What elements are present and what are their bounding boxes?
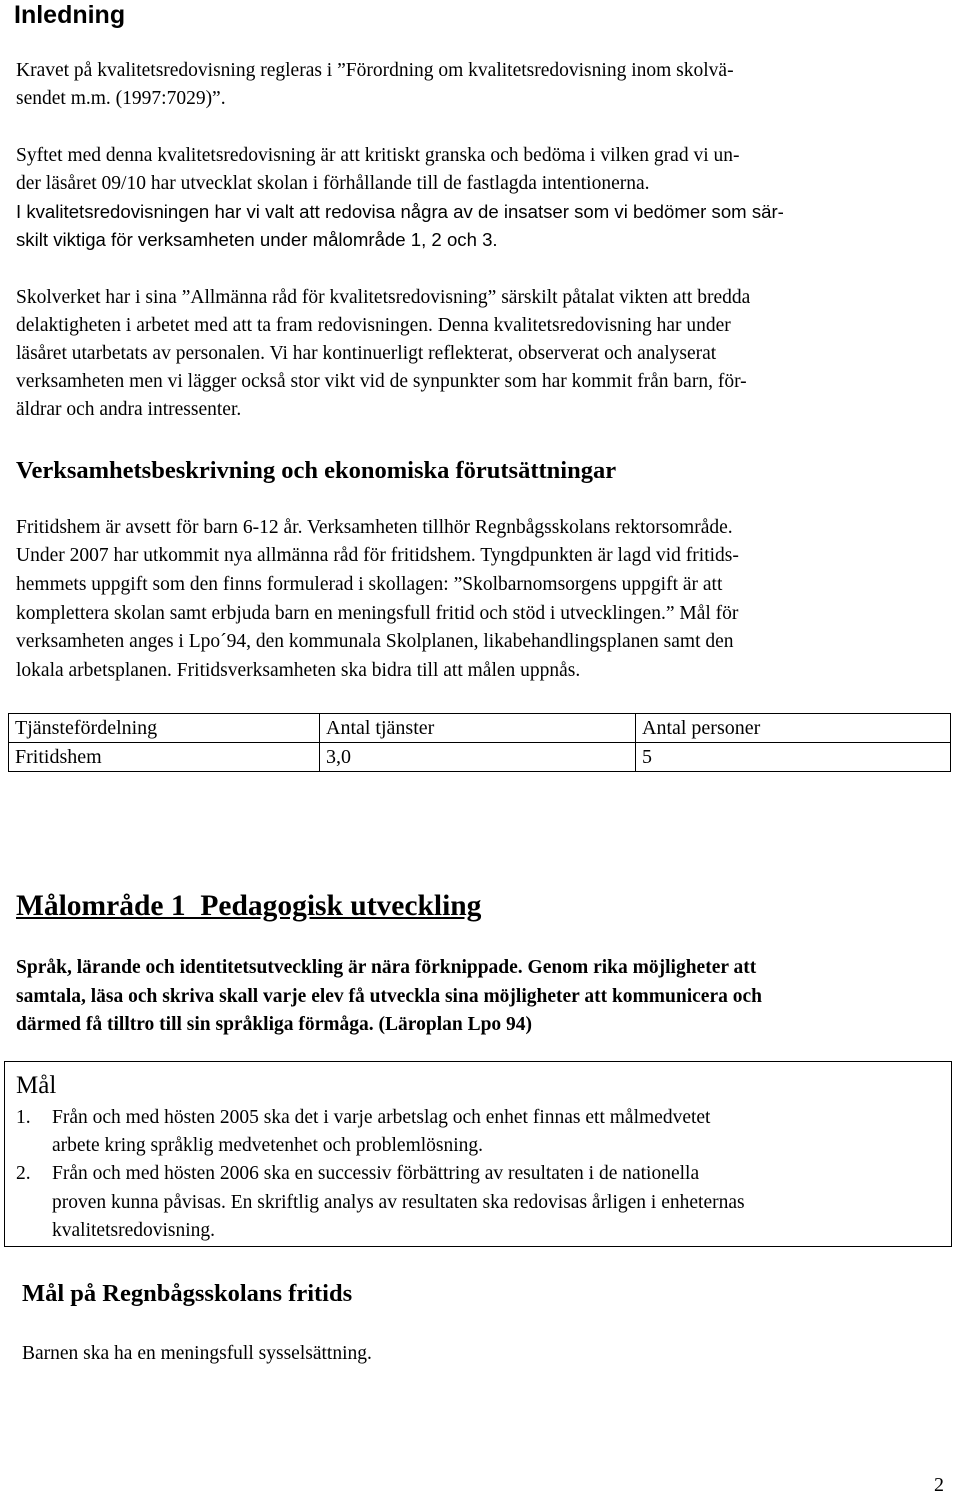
table-cell: 3,0 bbox=[320, 743, 636, 772]
lead-line2: samtala, läsa och skriva skall varje elev få utveckla sina möjligheter att kommunicera och bbox=[16, 986, 762, 1007]
intro-p2-line1: Syftet med denna kvalitetsredovisning är att kritiskt granska och bedöma i vilken grad vi un- bbox=[16, 145, 740, 166]
fritids-text: Barnen ska ha en meningsfull sysselsättning. bbox=[22, 1343, 372, 1364]
table-cell: Fritidshem bbox=[9, 743, 320, 772]
table-header-row bbox=[9, 714, 951, 743]
table-row bbox=[9, 743, 951, 772]
intro-p1-line1: Kravet på kvalitetsredovisning regleras i ”Förordning om kvalitetsredovisning inom skolvä- bbox=[16, 60, 734, 81]
mal-item1-line1: Från och med hösten 2005 ska det i varje arbetslag och enhet finnas ett målmedvetet bbox=[52, 1107, 711, 1128]
heading-verksamhetsbeskrivning: Verksamhetsbeskrivning och ekonomiska förutsättningar bbox=[16, 457, 617, 484]
heading-fritids: Mål på Regnbågsskolans fritids bbox=[22, 1280, 353, 1307]
intro-p3-line3: läsåret utarbetats av personalen. Vi har kontinuerligt reflekterat, observerat och analyserat bbox=[16, 343, 717, 364]
intro-p3-line4: verksamheten men vi lägger också stor vikt vid de synpunkter som har kommit från barn, för- bbox=[16, 371, 747, 392]
intro-p2-line3: I kvalitetsredovisningen har vi valt att redovisa några av de insatser som vi bedömer som sär- bbox=[16, 201, 784, 222]
verksamhet-line4: komplettera skolan samt erbjuda barn en meningsfull fritid och stöd i utvecklingen.” Mål för bbox=[16, 603, 739, 624]
mal-item2-line2: proven kunna påvisas. En skriftlig analys av resultaten ska redovisas årligen i enheternas bbox=[52, 1192, 745, 1213]
intro-p3-line2: delaktigheten i arbetet med att ta fram redovisningen. Denna kvalitetsredovisning har under bbox=[16, 315, 731, 336]
heading-inledning: Inledning bbox=[14, 1, 126, 29]
intro-p3-line5: äldrar och andra intressenter. bbox=[16, 399, 242, 420]
mal-item2-line3: kvalitetsredovisning. bbox=[52, 1220, 216, 1241]
mal-heading: Mål bbox=[16, 1072, 57, 1099]
mal-item1-line2: arbete kring språklig medvetenhet och problemlösning. bbox=[52, 1135, 484, 1156]
intro-p3-line1: Skolverket har i sina ”Allmänna råd för kvalitetsredovisning” särskilt påtalat vikten att bredda bbox=[16, 287, 751, 308]
mal-item2-line1: Från och med hösten 2006 ska en successiv förbättring av resultaten i de nationella bbox=[52, 1163, 700, 1184]
staff-table bbox=[8, 713, 951, 772]
verksamhet-line6: lokala arbetsplanen. Fritidsverksamheten ska bidra till att målen uppnås. bbox=[16, 660, 581, 681]
list-number-2: 2. bbox=[16, 1163, 31, 1184]
lead-line1: Språk, lärande och identitetsutveckling är nära förknippade. Genom rika möjligheter att bbox=[16, 957, 757, 978]
table-header-cell: Tjänstefördelning bbox=[9, 714, 320, 743]
intro-p2-line2: der läsåret 09/10 har utvecklat skolan i förhållande till de fastlagda intentionerna. bbox=[16, 173, 650, 194]
intro-p2-line4: skilt viktiga för verksamheten under målområde 1, 2 och 3. bbox=[16, 229, 498, 250]
list-number-1: 1. bbox=[16, 1107, 31, 1128]
verksamhet-line1: Fritidshem är avsett för barn 6-12 år. Verksamheten tillhör Regnbågsskolans rektorsområde. bbox=[16, 517, 733, 538]
page-number: 2 bbox=[934, 1474, 944, 1496]
verksamhet-line3: hemmets uppgift som den finns formulerad i skollagen: ”Skolbarnomsorgens uppgift är att bbox=[16, 574, 723, 595]
lead-line3: därmed få tilltro till sin språkliga förmåga. (Läroplan Lpo 94) bbox=[16, 1014, 533, 1035]
intro-p1-line2: sendet m.m. (1997:7029)”. bbox=[16, 88, 226, 109]
verksamhet-line5: verksamheten anges i Lpo´94, den kommunala Skolplanen, likabehandlingsplanen samt den bbox=[16, 631, 734, 652]
verksamhet-line2: Under 2007 har utkommit nya allmänna råd för fritidshem. Tyngdpunkten är lagd vid fritids- bbox=[16, 545, 739, 566]
heading-malomrade: Målområde 1 Pedagogisk utveckling bbox=[16, 890, 482, 922]
table-header-cell: Antal tjänster bbox=[320, 714, 636, 743]
table-cell: 5 bbox=[636, 743, 951, 772]
table-header-cell: Antal personer bbox=[636, 714, 951, 743]
